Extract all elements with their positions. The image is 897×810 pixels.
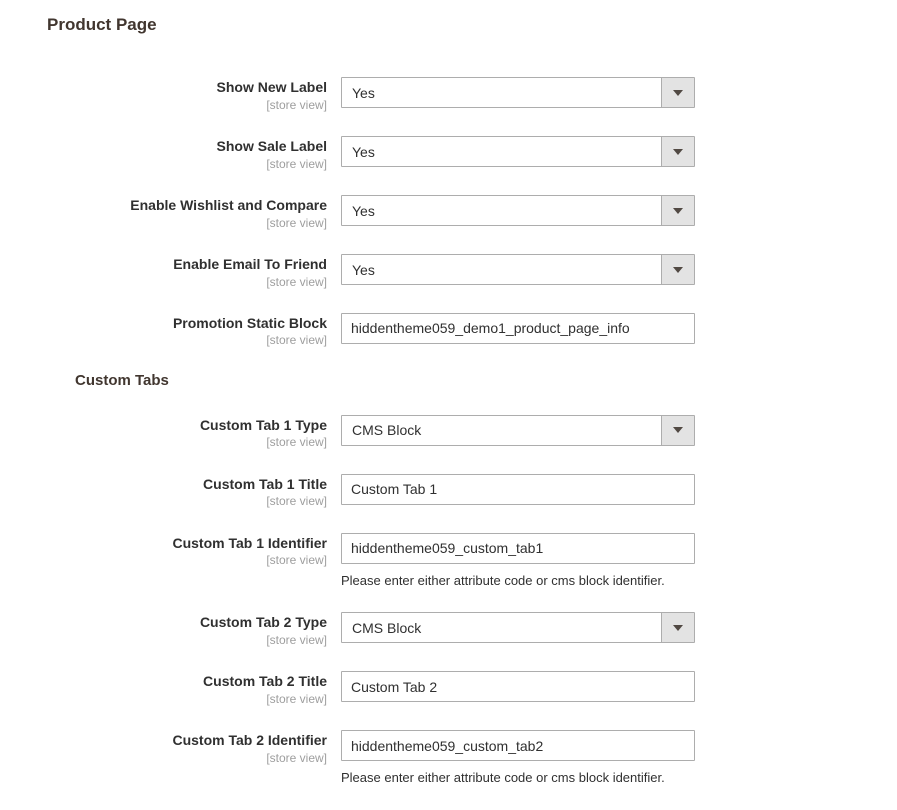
field-input-wrap bbox=[341, 254, 695, 289]
field-label-wrap bbox=[0, 195, 327, 230]
select-value: Yes bbox=[352, 261, 375, 278]
custom-tab-1-title-input[interactable] bbox=[341, 474, 695, 505]
field-input-wrap bbox=[341, 136, 695, 171]
select-value: Yes bbox=[352, 202, 375, 219]
custom-tabs-field-rows bbox=[0, 415, 897, 786]
scope-label: [store view] bbox=[266, 553, 327, 568]
scope-label: [store view] bbox=[266, 97, 327, 112]
enable-wishlist-and-compare-select[interactable] bbox=[341, 195, 695, 226]
field-input-wrap bbox=[341, 533, 695, 589]
promotion-static-block-input[interactable] bbox=[341, 313, 695, 344]
section-custom-tabs bbox=[0, 372, 897, 786]
field-label-wrap bbox=[0, 136, 327, 171]
scope-label: [store view] bbox=[266, 691, 327, 706]
select-value: Yes bbox=[352, 143, 375, 160]
field-input-wrap bbox=[341, 415, 695, 450]
field-input-wrap bbox=[341, 195, 695, 230]
custom-tab-1-title-row bbox=[0, 474, 897, 509]
select-value: Yes bbox=[352, 84, 375, 101]
select-value: CMS Block bbox=[352, 422, 422, 439]
scope-label: [store view] bbox=[266, 750, 327, 765]
scope-label: [store view] bbox=[266, 435, 327, 450]
custom-tab-2-identifier-label: Custom Tab 2 Identifier bbox=[172, 732, 327, 748]
caret-down-icon bbox=[673, 427, 683, 433]
field-label-wrap bbox=[0, 533, 327, 589]
enable-wishlist-and-compare-row bbox=[0, 195, 897, 230]
scope-label: [store view] bbox=[266, 156, 327, 171]
field-label-wrap bbox=[0, 612, 327, 647]
field-note: Please enter either attribute code or cms block identifier. bbox=[341, 770, 665, 785]
promotion-static-block-row bbox=[0, 313, 897, 348]
custom-tab-1-identifier-input[interactable] bbox=[341, 533, 695, 564]
scope-label: [store view] bbox=[266, 333, 327, 348]
custom-tab-2-type-select[interactable] bbox=[341, 612, 695, 643]
field-label-wrap bbox=[0, 671, 327, 706]
field-label-wrap bbox=[0, 474, 327, 509]
field-label-wrap bbox=[0, 254, 327, 289]
custom-tab-1-identifier-label: Custom Tab 1 Identifier bbox=[172, 534, 327, 551]
section-title-product-page: Product Page bbox=[47, 15, 157, 34]
custom-tab-1-identifier-row bbox=[0, 533, 897, 589]
select-value: CMS Block bbox=[352, 619, 422, 636]
custom-tab-2-title-label: Custom Tab 2 Title bbox=[203, 673, 327, 690]
caret-down-icon bbox=[673, 90, 683, 96]
show-new-label-label: Show New Label bbox=[216, 79, 327, 96]
dropdown-arrow-button[interactable] bbox=[661, 416, 694, 445]
show-new-label-select[interactable] bbox=[341, 77, 695, 108]
field-label-wrap bbox=[0, 77, 327, 112]
custom-tab-2-type-row bbox=[0, 612, 897, 647]
field-input-wrap bbox=[341, 313, 695, 348]
dropdown-arrow-button[interactable] bbox=[661, 137, 694, 166]
enable-email-to-friend-row bbox=[0, 254, 897, 289]
field-label-wrap bbox=[0, 730, 327, 786]
custom-tab-2-title-row bbox=[0, 671, 897, 706]
field-label-wrap bbox=[0, 415, 327, 450]
enable-email-to-friend-select[interactable] bbox=[341, 254, 695, 285]
field-input-wrap bbox=[341, 612, 695, 647]
custom-tab-1-type-row bbox=[0, 415, 897, 450]
enable-wishlist-and-compare-label: Enable Wishlist and Compare bbox=[130, 197, 327, 214]
dropdown-arrow-button[interactable] bbox=[661, 196, 694, 225]
product-page-field-rows bbox=[0, 77, 897, 347]
promotion-static-block-label: Promotion Static Block bbox=[172, 314, 327, 331]
caret-down-icon bbox=[673, 267, 683, 273]
section-product-page bbox=[0, 15, 897, 348]
scope-label: [store view] bbox=[266, 632, 327, 647]
custom-tab-2-identifier-input[interactable] bbox=[341, 730, 695, 761]
scope-label: [store view] bbox=[266, 274, 327, 289]
custom-tab-2-identifier-row bbox=[0, 730, 897, 786]
caret-down-icon bbox=[673, 208, 683, 214]
field-input-wrap bbox=[341, 730, 695, 786]
scope-label: [store view] bbox=[266, 215, 327, 230]
field-input-wrap bbox=[341, 474, 695, 509]
show-sale-label-select[interactable] bbox=[341, 136, 695, 167]
show-sale-label-row bbox=[0, 136, 897, 171]
dropdown-arrow-button[interactable] bbox=[661, 255, 694, 284]
dropdown-arrow-button[interactable] bbox=[661, 78, 694, 107]
enable-email-to-friend-label: Enable Email To Friend bbox=[173, 256, 327, 273]
show-new-label-row bbox=[0, 77, 897, 112]
dropdown-arrow-button[interactable] bbox=[661, 613, 694, 642]
field-note: Please enter either attribute code or cms block identifier. bbox=[341, 572, 665, 588]
field-input-wrap bbox=[341, 671, 695, 706]
custom-tab-1-type-label: Custom Tab 1 Type bbox=[199, 416, 327, 433]
caret-down-icon bbox=[673, 149, 683, 155]
scope-label: [store view] bbox=[266, 494, 327, 509]
custom-tab-1-title-label: Custom Tab 1 Title bbox=[203, 475, 327, 492]
show-sale-label-label: Show Sale Label bbox=[216, 138, 327, 155]
field-input-wrap bbox=[341, 77, 695, 112]
caret-down-icon bbox=[673, 625, 683, 631]
section-title-custom-tabs: Custom Tabs bbox=[75, 371, 169, 389]
custom-tab-2-type-label: Custom Tab 2 Type bbox=[199, 614, 327, 631]
custom-tab-2-title-input[interactable] bbox=[341, 671, 695, 702]
field-label-wrap bbox=[0, 313, 327, 348]
custom-tab-1-type-select[interactable] bbox=[341, 415, 695, 446]
